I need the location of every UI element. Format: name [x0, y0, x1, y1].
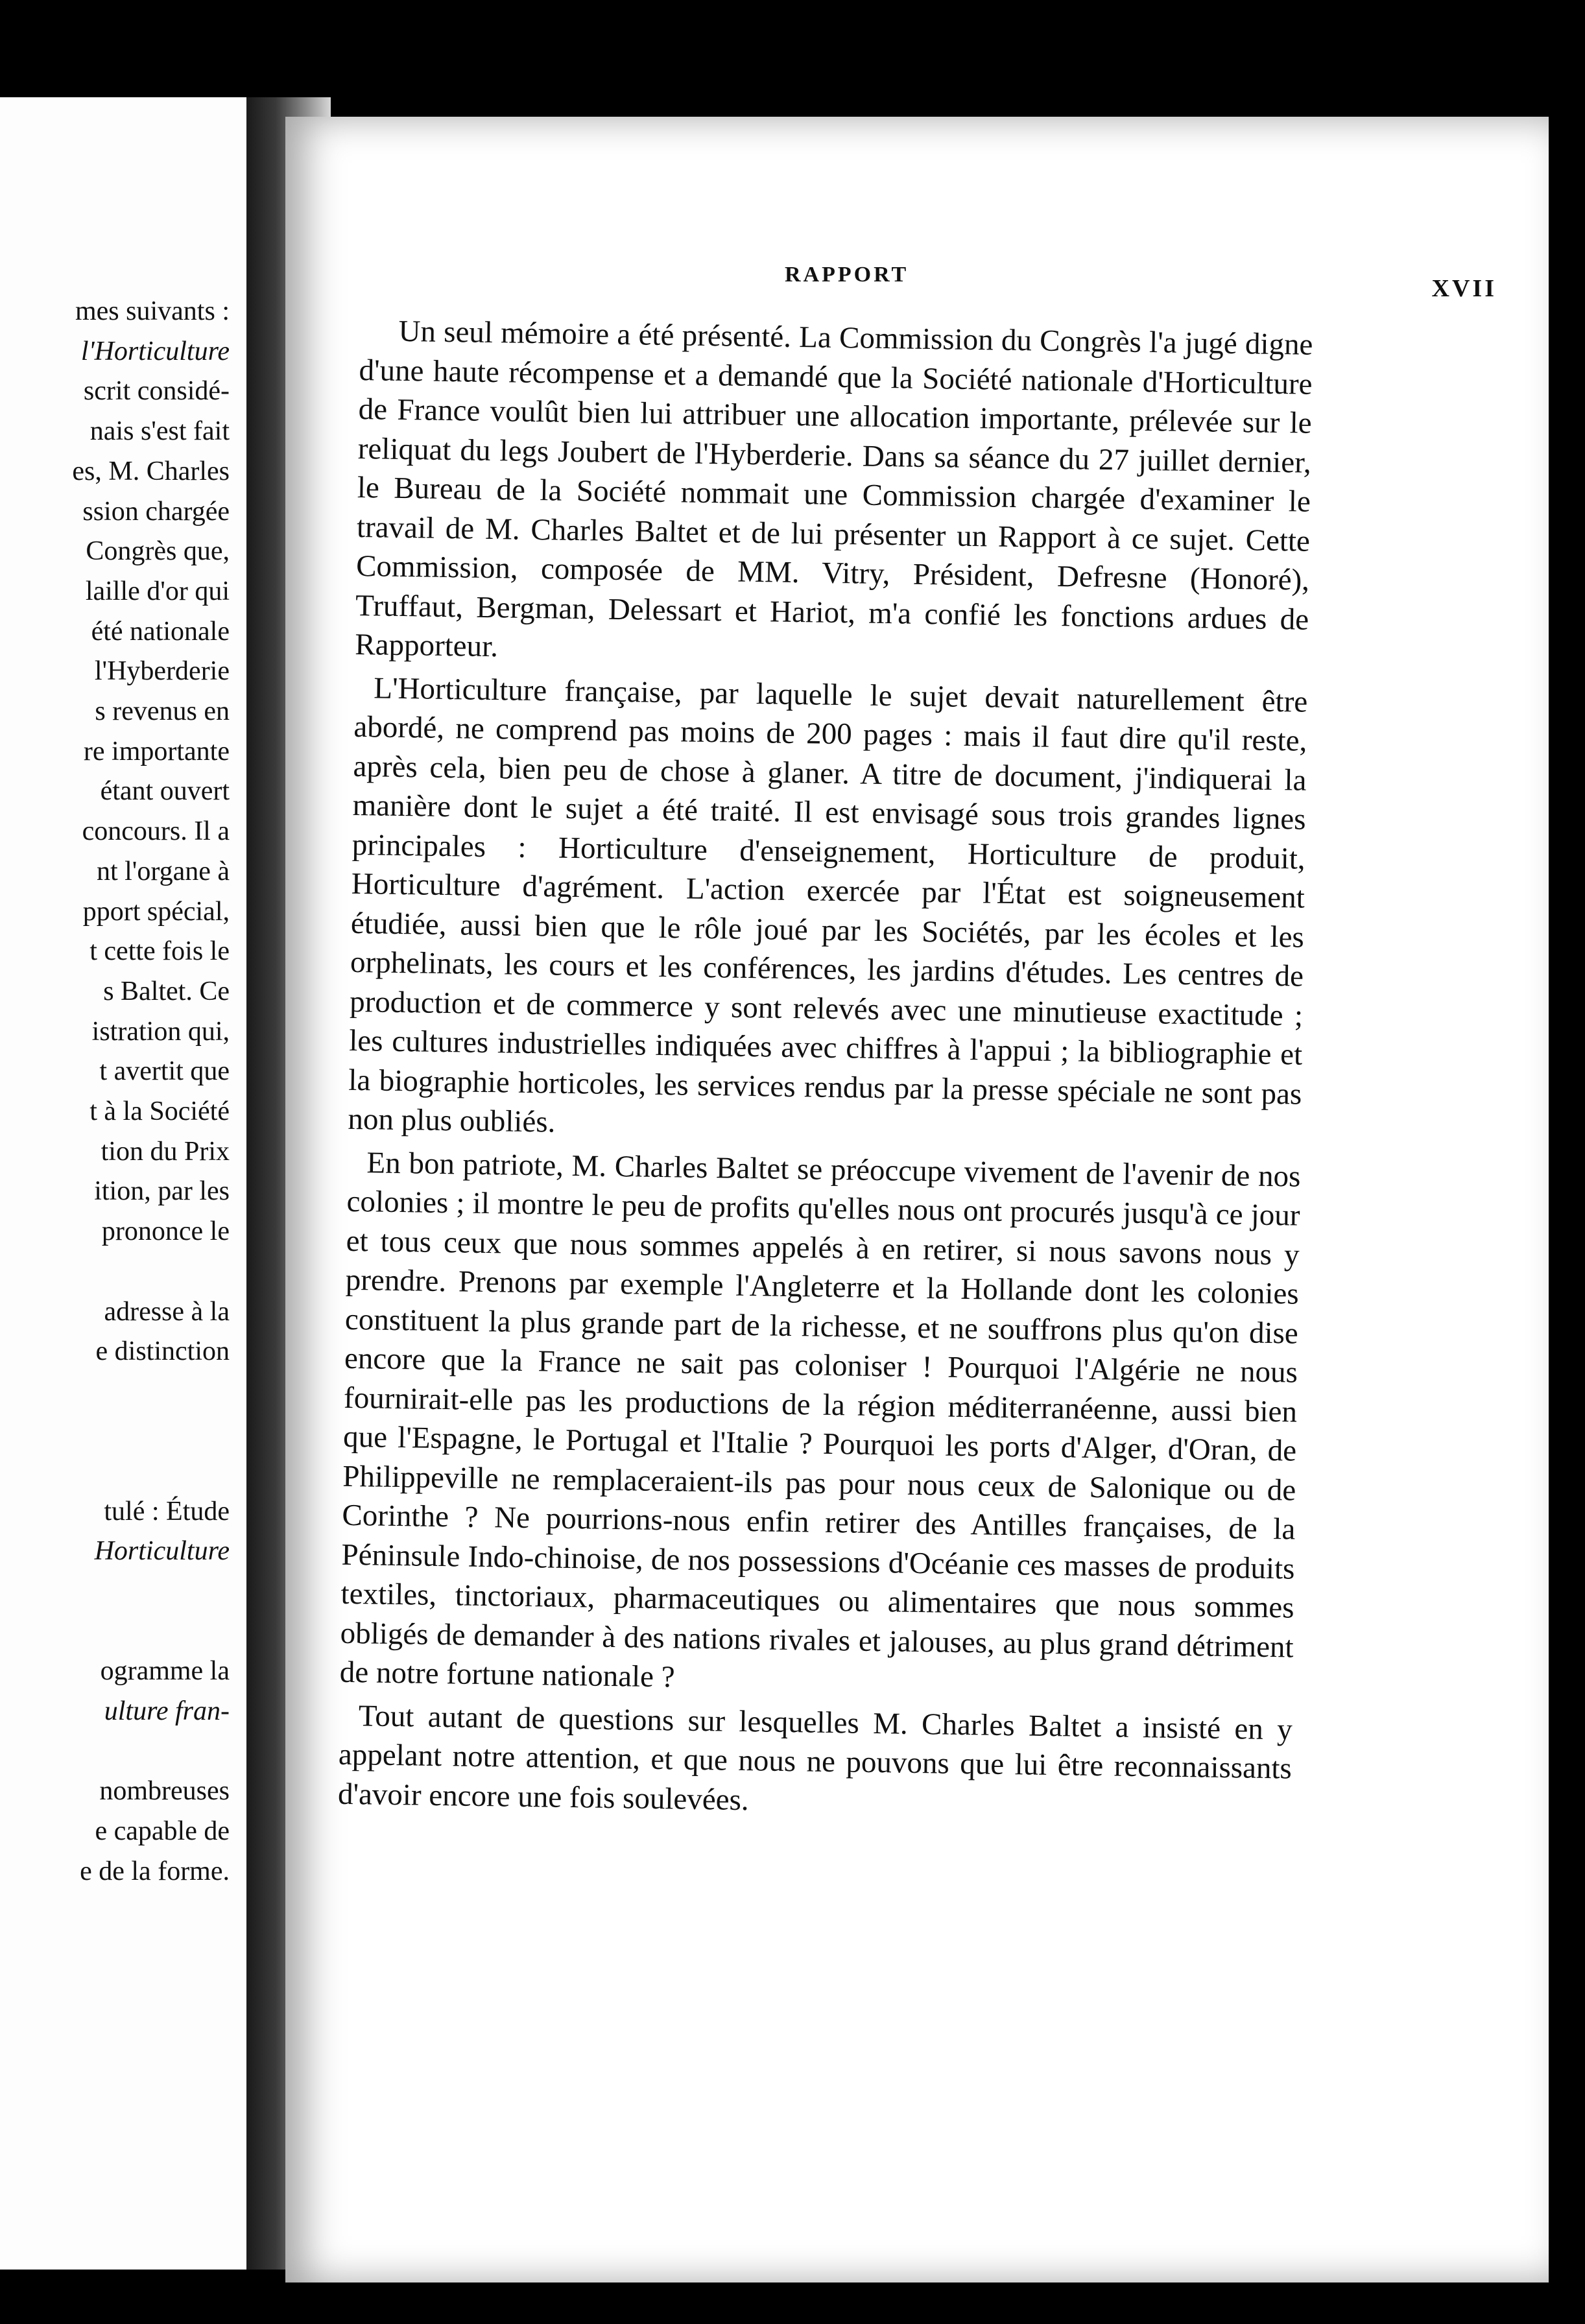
left-line: es, M. Charles — [72, 456, 230, 486]
left-line: t avertit que — [99, 1056, 230, 1087]
left-line: l'Hyberderie — [94, 656, 230, 687]
left-line: pport spécial, — [82, 896, 230, 927]
left-facing-page — [0, 97, 246, 2270]
left-line: s revenus en — [95, 696, 230, 727]
left-line: laille d'or qui — [85, 576, 230, 606]
right-page — [285, 117, 1549, 2282]
left-line: t cette fois le — [89, 936, 230, 967]
left-line: scrit considé- — [83, 376, 230, 407]
page-number: XVII — [1431, 275, 1497, 302]
left-line: ssion chargée — [82, 496, 230, 527]
left-line: ition, par les — [94, 1176, 230, 1207]
paragraph: Tout autant de questions sur lesquelles M. Charles Baltet a insisté en y appelant notre attention, et que nous ne pouvons que lui être reconnaissants d'avoir encore une fois soulevées. — [337, 1698, 1293, 1817]
left-line: adresse à la — [104, 1296, 230, 1327]
left-line: t à la Société — [89, 1097, 230, 1127]
left-line: istration qui, — [91, 1016, 230, 1047]
left-line: nombreuses — [99, 1776, 230, 1807]
paragraph: Un seul mémoire a été présenté. La Commission du Congrès l'a jugé digne d'une haute récompense et a demandé que la Société nationale d'Horticulture de France voulût bien lui attribuer une allocation importante, prélevée sur le reliquat du legs Joubert de l'Hyberderie. Dans sa séance du 27 juillet dernier, le Bureau de la Société nommait une Commission chargée d'examiner le travail de M. Charles Baltet et de lui présenter un Rapport à ce sujet. Cette Commission, composée de MM. Vitry, Président, Defresne (Honoré), Truffaut, Bergman, Delessart et Hariot, m'a confié les fonctions ardues de Rapporteur. — [354, 314, 1313, 664]
left-line: étant ouvert — [100, 776, 230, 807]
left-line: ulture fran- — [104, 1696, 230, 1726]
left-line: été nationale — [91, 616, 230, 646]
left-line: nais s'est fait — [89, 416, 230, 447]
left-line: prononce le — [101, 1216, 230, 1247]
left-line: Congrès que, — [86, 536, 230, 567]
left-line: e distinction — [95, 1336, 230, 1367]
left-line: Horticulture — [94, 1536, 230, 1567]
left-line: ogramme la — [100, 1656, 230, 1687]
left-line: tion du Prix — [101, 1136, 230, 1167]
left-line: tulé : Étude — [104, 1496, 230, 1526]
body-text — [338, 311, 1313, 1832]
left-line: nt l'organe à — [96, 856, 230, 886]
left-line: l'Horticulture — [80, 336, 230, 366]
left-line: e de la forme. — [80, 1856, 230, 1886]
page-header — [285, 263, 1549, 302]
paragraph: L'Horticulture française, par laquelle le sujet devait naturellement être abordé, ne comprend pas moins de 200 pages : mais il faut dire qu'il reste, après cela, bien peu de chose à glaner. A titre de document, j'indiquerai la manière dont le sujet a été traité. Il est envisagé sous trois grandes lignes principales : Horticulture d'enseignement, Horticulture de produit, Horticulture d'agrément. L'action exercée par l'État est soigneusement étudiée, aussi bien que le rôle joué par les Sociétés, par les écoles et les orphelinats, les cours et les conférences, les jardins d'études. Les centres de production et de commerce y sont relevés avec une minutieuse exactitude ; les cultures industrielles indiquées avec chiffres à l'appui ; la bibliographie et la biographie horticoles, les services rendus par la presse spéciale ne sont pas non plus oubliés. — [348, 670, 1308, 1139]
left-line: mes suivants : — [75, 296, 230, 326]
running-head: RAPPORT — [785, 263, 909, 287]
left-line: e capable de — [95, 1816, 230, 1846]
left-line: concours. Il a — [82, 816, 230, 847]
left-page-text-fragments — [0, 292, 230, 1891]
paragraph: En bon patriote, M. Charles Baltet se préoccupe vivement de l'avenir de nos colonies ; il montre le peu de profits qu'elles nous ont procurés jusqu'à ce jour et tous ceux que nous sommes appelés à en retirer, si nous savons nous y prendre. Prenons par exemple l'Angleterre et la Hollande dont les colonies constituent la plus grande part de la richesse, et ne souffrons plus qu'on dise encore que la France ne sait pas coloniser ! Pourquoi l'Algérie ne nous fournirait-elle pas les productions de la région méditerranéenne, aussi bien que l'Espagne, le Portugal et l'Italie ? Pourquoi les ports d'Alger, d'Oran, de Philippeville ne remplaceraient-ils pas pour nous ceux de Salonique ou de Corinthe ? Ne pourrions-nous enfin retirer des Antilles françaises, de la Péninsule Indo-chinoise, de nos possessions d'Océanie ces masses de produits textiles, tinctoriaux, pharmaceutiques ou alimentaires que nous sommes obligés de demander à des nations rivales et jalouses, au plus grand détriment de notre fortune nationale ? — [339, 1145, 1301, 1694]
left-line: re importante — [83, 736, 230, 766]
left-line: s Baltet. Ce — [103, 976, 230, 1006]
